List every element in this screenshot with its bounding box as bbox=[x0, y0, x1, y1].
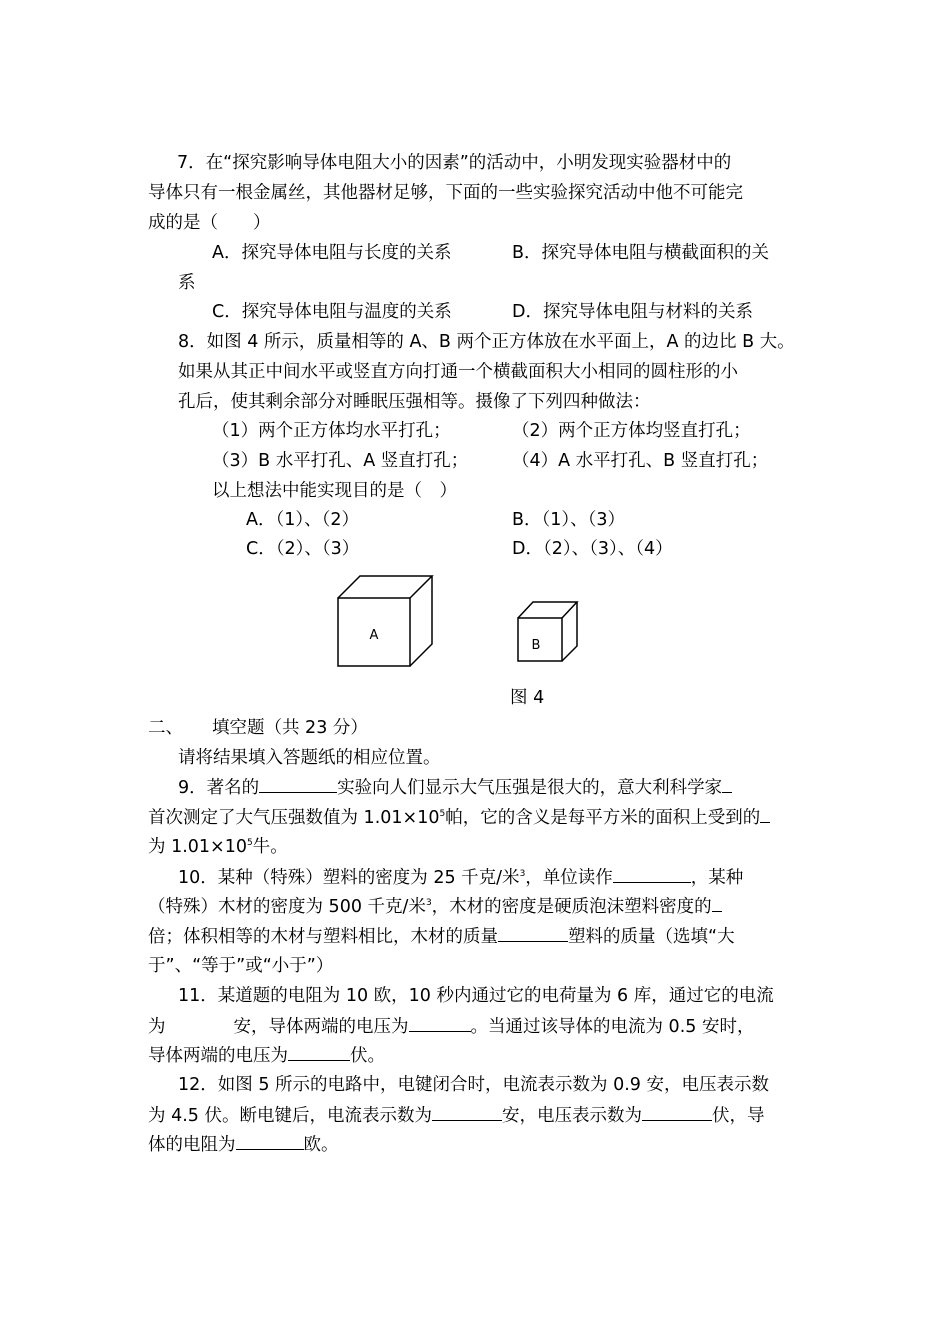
q10-text-a: 10．某种（特殊）塑料的密度为 25 千克/米 bbox=[178, 868, 520, 888]
q8-line-2: 如果从其正中间水平或竖直方向打通一个横截面积大小相同的圆柱形的小 bbox=[178, 362, 738, 382]
q11-line-2 bbox=[148, 1011, 754, 1042]
q8-option-b: B．（1）、（3） bbox=[512, 510, 626, 530]
q9-text-c: 首次测定了大气压强数值为 1.01×10 bbox=[148, 808, 440, 828]
q12-blank-1[interactable] bbox=[432, 1100, 502, 1121]
q10-line-2 bbox=[148, 891, 722, 922]
q8-option-a: A．（1）、（2） bbox=[246, 510, 359, 530]
q10-text-d: （特殊）木材的密度为 500 千克/米 bbox=[148, 897, 426, 917]
q10-line-3 bbox=[148, 921, 735, 952]
q7-line-2: 导体只有一根金属丝，其他器材足够，下面的一些实验探究活动中他不可能完 bbox=[148, 183, 743, 203]
q9-exponent-2: 5 bbox=[246, 838, 253, 849]
figure-4-caption: 图 4 bbox=[510, 688, 545, 708]
q10-text-e: ，木材的密度是硬质泡沫塑料密度的 bbox=[431, 897, 712, 917]
q12-blank-2[interactable] bbox=[642, 1100, 712, 1121]
figure-4-cubes bbox=[330, 570, 590, 670]
q9-text-f: 牛。 bbox=[252, 837, 288, 857]
q10-blank-3[interactable] bbox=[498, 921, 568, 942]
q11-text-b: 为 bbox=[148, 1017, 166, 1037]
q9-exponent: 5 bbox=[439, 809, 446, 820]
q11-text-c: 安，导体两端的电压为 bbox=[233, 1017, 409, 1037]
q12-text-b: 为 4.5 伏。断电键后，电流表示数为 bbox=[148, 1106, 432, 1126]
q7-option-c: C．探究导体电阻与温度的关系 bbox=[212, 302, 452, 322]
q7-line-1: 7．在“探究影响导体电阻大小的因素”的活动中，小明发现实验器材中的 bbox=[177, 153, 732, 173]
q9-text-b: 实验向人们显示大气压强是很大的，意大利科学家 bbox=[337, 778, 723, 798]
q10-exponent: 3 bbox=[519, 869, 526, 880]
q8-option-d: D．（2）、（3）、（4） bbox=[512, 539, 673, 559]
q9-line-3 bbox=[148, 832, 288, 862]
q10-exponent-2: 3 bbox=[425, 898, 432, 909]
q7-line-3: 成的是（ ） bbox=[148, 213, 271, 233]
q12-text-f: 欧。 bbox=[303, 1135, 339, 1155]
section-2-instruction: 请将结果填入答题纸的相应位置。 bbox=[178, 748, 441, 768]
q11-text-d: 。当通过该导体的电流为 0.5 安时， bbox=[470, 1017, 755, 1037]
q8-ask: 以上想法中能实现目的是（ ） bbox=[212, 481, 457, 501]
q8-method-3: （3）B 水平打孔、A 竖直打孔； bbox=[212, 451, 469, 471]
q11-blank-3[interactable] bbox=[288, 1040, 350, 1061]
q7-option-b-continued: 系 bbox=[178, 273, 196, 293]
q12-text-c: 安，电压表示数为 bbox=[501, 1106, 642, 1126]
cube-a-label: A bbox=[369, 628, 379, 643]
q10-blank-1[interactable] bbox=[613, 862, 691, 883]
q12-line-1: 12．如图 5 所示的电路中，电键闭合时，电流表示数为 0.9 安，电压表示数 bbox=[178, 1075, 769, 1095]
q12-line-3 bbox=[148, 1129, 339, 1160]
q9-text-d: 帕，它的含义是每平方米的面积上受到的 bbox=[445, 808, 761, 828]
q9-line-1 bbox=[178, 772, 732, 803]
section-2-number: 二、 bbox=[148, 718, 183, 738]
q8-method-2: （2）两个正方体均竖直打孔； bbox=[512, 421, 751, 441]
q12-line-2 bbox=[148, 1100, 764, 1131]
q8-method-4: （4）A 水平打孔、B 竖直打孔； bbox=[512, 451, 769, 471]
cube-a bbox=[338, 576, 432, 666]
q7-option-a: A．探究导体电阻与长度的关系 bbox=[212, 243, 452, 263]
q10-text-c: ，某种 bbox=[690, 868, 744, 888]
q11-line-1: 11．某道题的电阻为 10 欧，10 秒内通过它的电荷量为 6 库，通过它的电流 bbox=[178, 986, 774, 1006]
q9-text-a: 9．著名的 bbox=[178, 778, 260, 798]
q11-blank-2[interactable] bbox=[409, 1011, 471, 1032]
q9-line-2 bbox=[148, 802, 770, 833]
q8-method-1: （1）两个正方体均水平打孔； bbox=[212, 421, 451, 441]
q8-line-3: 孔后，使其剩余部分对睡眠压强相等。摄像了下列四种做法： bbox=[178, 392, 651, 412]
q11-text-e: 导体两端的电压为 bbox=[148, 1046, 288, 1066]
q10-line-4: 于”、“等于”或“小于”） bbox=[148, 956, 334, 976]
q12-text-e: 体的电阻为 bbox=[148, 1135, 236, 1155]
q8-line-1: 8．如图 4 所示，质量相等的 A、B 两个正方体放在水平面上，A 的边比 B 大。 bbox=[178, 332, 795, 352]
q10-text-f: 倍；体积相等的木材与塑料相比，木材的质量 bbox=[148, 927, 498, 947]
q12-text-d: 伏，导 bbox=[711, 1106, 765, 1126]
q8-option-c: C．（2）、（3） bbox=[246, 539, 360, 559]
q9-blank-2[interactable] bbox=[722, 772, 732, 793]
q7-option-d: D．探究导体电阻与材料的关系 bbox=[512, 302, 753, 322]
q9-blank-1[interactable] bbox=[259, 772, 337, 793]
q10-line-1 bbox=[178, 862, 743, 893]
cube-b-label: B bbox=[531, 638, 541, 653]
q12-blank-3[interactable] bbox=[236, 1129, 304, 1150]
cube-b bbox=[518, 602, 577, 661]
q7-option-b: B．探究导体电阻与横截面积的关 bbox=[512, 243, 770, 263]
q11-text-f: 伏。 bbox=[350, 1046, 385, 1066]
q10-text-b: ，单位读作 bbox=[525, 868, 613, 888]
q11-line-3 bbox=[148, 1040, 385, 1071]
q10-text-g: 塑料的质量（选填“大 bbox=[568, 927, 735, 947]
q9-text-e: 为 1.01×10 bbox=[148, 837, 247, 857]
section-2-title: 填空题（共 23 分） bbox=[212, 718, 368, 738]
q10-blank-2[interactable] bbox=[712, 891, 722, 912]
q9-blank-3[interactable] bbox=[760, 802, 770, 823]
